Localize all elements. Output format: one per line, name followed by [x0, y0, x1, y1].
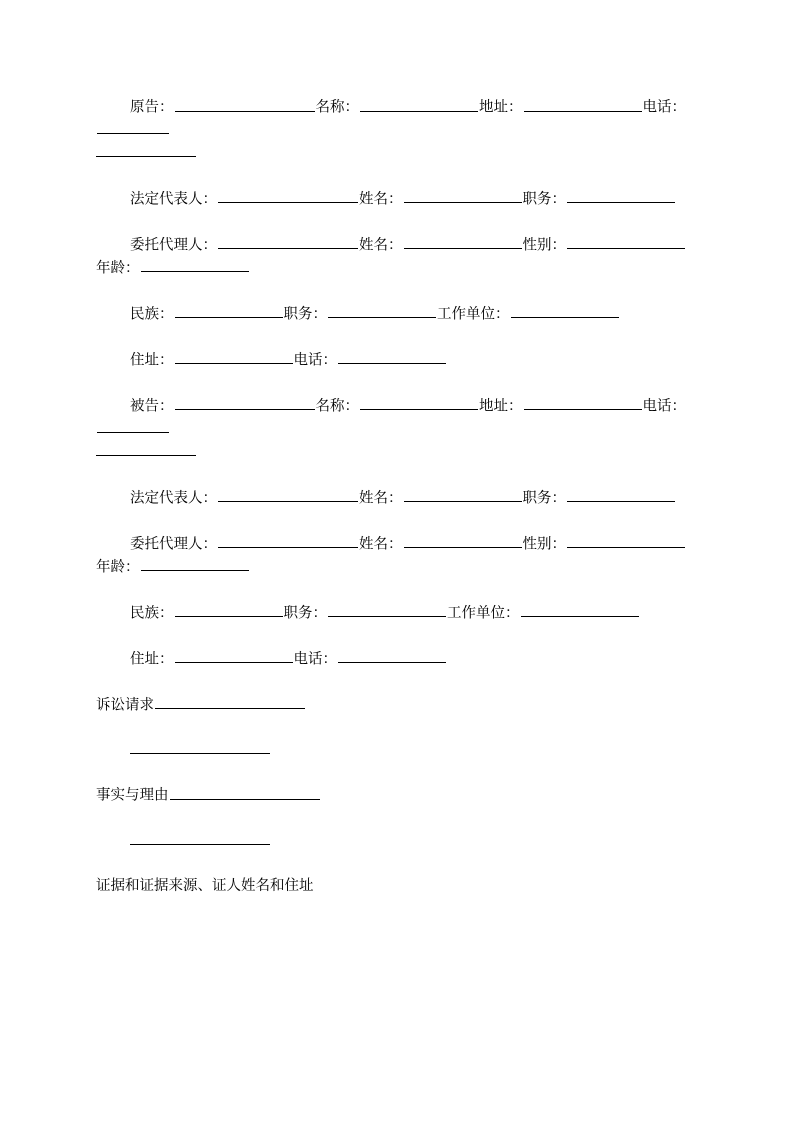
field-defendant[interactable]: [175, 395, 315, 411]
field-defendant-agent-name[interactable]: [404, 533, 522, 549]
label-name: 名称：: [315, 99, 359, 116]
field-defendant-phone-cont[interactable]: [96, 441, 196, 457]
label-age: 年龄：: [96, 260, 140, 277]
field-defendant-residence[interactable]: [175, 648, 293, 664]
label-position: 职务：: [283, 306, 327, 323]
field-defendant-legal-rep-name[interactable]: [404, 487, 522, 503]
paragraph-defendant-residence: [96, 648, 696, 671]
label-plaintiff: 原告：: [130, 99, 174, 116]
section-claims: [96, 694, 696, 717]
section-evidence: [96, 875, 696, 897]
paragraph-defendant-legal-rep: [96, 487, 696, 510]
label-person-name: 姓名：: [359, 490, 403, 507]
field-plaintiff-residence[interactable]: [175, 349, 293, 365]
label-phone: 电话：: [642, 398, 686, 415]
label-position: 职务：: [522, 191, 566, 208]
label-person-name: 姓名：: [359, 237, 403, 254]
document-body: [96, 96, 696, 921]
field-defendant-phone[interactable]: [97, 418, 169, 434]
field-defendant-residence-phone[interactable]: [338, 648, 446, 664]
field-defendant-name[interactable]: [360, 395, 478, 411]
paragraph-defendant: [96, 395, 696, 464]
label-phone: 电话：: [642, 99, 686, 116]
field-plaintiff-address[interactable]: [524, 96, 642, 112]
label-age: 年龄：: [96, 559, 140, 576]
field-plaintiff-phone-cont[interactable]: [96, 142, 196, 158]
label-name: 名称：: [315, 398, 359, 415]
field-defendant-work-unit[interactable]: [521, 602, 639, 618]
paragraph-plaintiff-agent: [96, 234, 696, 280]
label-address: 地址：: [479, 398, 523, 415]
label-residence: 住址：: [130, 651, 174, 668]
label-claims: 诉讼请求: [96, 697, 154, 713]
field-plaintiff[interactable]: [175, 96, 315, 112]
label-person-name: 姓名：: [359, 191, 403, 208]
label-person-name: 姓名：: [359, 536, 403, 553]
field-defendant-legal-rep[interactable]: [218, 487, 358, 503]
field-plaintiff-name[interactable]: [360, 96, 478, 112]
field-defendant-agent-gender[interactable]: [567, 533, 685, 549]
field-claims-cont[interactable]: [130, 738, 270, 754]
field-plaintiff-ethnicity[interactable]: [175, 303, 283, 319]
field-facts-and-reasons[interactable]: [170, 784, 320, 800]
field-plaintiff-phone[interactable]: [97, 119, 169, 135]
label-phone: 电话：: [293, 651, 337, 668]
label-legal-representative: 法定代表人：: [130, 490, 217, 507]
label-defendant: 被告：: [130, 398, 174, 415]
field-facts-cont[interactable]: [130, 829, 270, 845]
section-facts-continuation: [96, 829, 696, 852]
field-plaintiff-work-unit[interactable]: [511, 303, 619, 319]
label-gender: 性别：: [522, 536, 566, 553]
label-ethnicity: 民族：: [130, 306, 174, 323]
label-gender: 性别：: [522, 237, 566, 254]
label-ethnicity: 民族：: [130, 605, 174, 622]
field-plaintiff-legal-rep[interactable]: [218, 188, 358, 204]
section-claims-continuation: [96, 738, 696, 761]
paragraph-plaintiff-residence: [96, 349, 696, 372]
label-agent: 委托代理人：: [130, 237, 217, 254]
field-claims[interactable]: [155, 694, 305, 710]
field-defendant-agent[interactable]: [218, 533, 358, 549]
label-legal-representative: 法定代表人：: [130, 191, 217, 208]
field-plaintiff-agent-age[interactable]: [141, 257, 249, 273]
label-position: 职务：: [522, 490, 566, 507]
field-plaintiff-residence-phone[interactable]: [338, 349, 446, 365]
field-defendant-address[interactable]: [524, 395, 642, 411]
field-plaintiff-agent-name[interactable]: [404, 234, 522, 250]
label-address: 地址：: [479, 99, 523, 116]
label-agent: 委托代理人：: [130, 536, 217, 553]
paragraph-plaintiff: [96, 96, 696, 165]
label-facts-and-reasons: 事实与理由: [96, 787, 169, 804]
label-work-unit: 工作单位：: [447, 605, 520, 622]
paragraph-plaintiff-ethnicity: [96, 303, 696, 326]
paragraph-plaintiff-legal-rep: [96, 188, 696, 211]
field-plaintiff-position[interactable]: [328, 303, 436, 319]
field-plaintiff-agent-gender[interactable]: [567, 234, 685, 250]
label-position: 职务：: [283, 605, 327, 622]
label-evidence: 证据和证据来源、证人姓名和住址: [96, 878, 314, 895]
paragraph-defendant-ethnicity: [96, 602, 696, 625]
section-facts-and-reasons: [96, 784, 696, 807]
field-defendant-agent-age[interactable]: [141, 556, 249, 572]
label-phone: 电话：: [293, 352, 337, 369]
field-plaintiff-legal-rep-name[interactable]: [404, 188, 522, 204]
paragraph-defendant-agent: [96, 533, 696, 579]
label-work-unit: 工作单位：: [437, 306, 510, 323]
field-defendant-legal-rep-position[interactable]: [567, 487, 675, 503]
field-plaintiff-agent[interactable]: [218, 234, 358, 250]
field-defendant-ethnicity[interactable]: [175, 602, 283, 618]
field-defendant-position[interactable]: [328, 602, 446, 618]
field-plaintiff-legal-rep-position[interactable]: [567, 188, 675, 204]
label-residence: 住址：: [130, 352, 174, 369]
